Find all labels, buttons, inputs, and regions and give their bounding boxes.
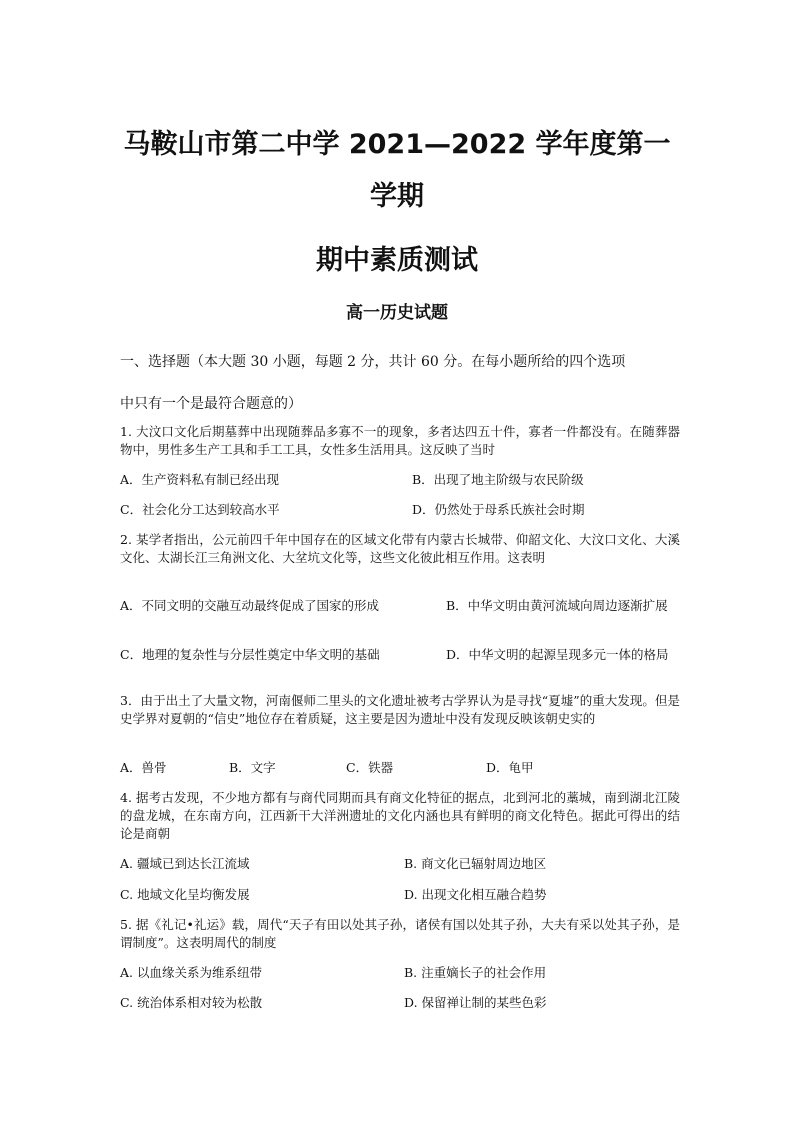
question-1-option-d: D．仍然处于母系氏族社会时期 <box>412 502 585 517</box>
question-2-stem: 2. 某学者指出，公元前四千年中国存在的区域文化带有内蒙古长城带、仰韶文化、大汶口文化、大溪文化、太湖长江三角洲文化、大坌坑文化等，这些文化彼此相互作用。这表明 <box>120 532 680 565</box>
question-1-option-a: A．生产资料私有制已经出现 <box>120 472 280 487</box>
question-1-option-c: C．社会化分工达到较高水平 <box>120 502 280 517</box>
exam-title-line-3: 期中素质测试 <box>316 245 478 276</box>
question-2-option-a: A．不同文明的交融互动最终促成了国家的形成 <box>120 598 380 613</box>
question-2-option-b: B．中华文明由黄河流域向周边逐渐扩展 <box>446 598 668 613</box>
question-2-option-d: D．中华文明的起源呈现多元一体的格局 <box>446 647 669 662</box>
question-1-stem: 1. 大汶口文化后期墓葬中出现随葬品多寡不一的现象，多者达四五十件，寡者一件都没有。在随葬器物中，男性多生产工具和手工工具，女性多生活用具。这反映了当时 <box>120 424 680 457</box>
question-5-option-a: A. 以血缘关系为维系纽带 <box>120 965 262 980</box>
question-5-option-b: B. 注重嫡长子的社会作用 <box>404 965 547 980</box>
question-1-option-b: B．出现了地主阶级与农民阶级 <box>412 472 584 487</box>
question-5-stem: 5. 据《礼记•礼运》载，周代“天子有田以处其子孙，诸侯有国以处其子孙，大夫有采以处其子孙，是谓制度”。这表明周代的制度 <box>120 917 680 950</box>
question-5-option-c: C. 统治体系相对较为松散 <box>120 995 263 1010</box>
question-4-option-b: B. 商文化已辐射周边地区 <box>404 856 547 871</box>
section-instructions-line-1: 一、选择题（本大题 30 小题，每题 2 分，共计 60 分。在每小题所给的四个选项 <box>120 354 626 370</box>
exam-title-line-2: 学期 <box>370 181 424 212</box>
question-4-option-d: D. 出现文化相互融合趋势 <box>404 887 547 902</box>
question-3-option-b: B．文字 <box>229 760 276 775</box>
question-5-option-d: D. 保留禅让制的某些色彩 <box>404 995 547 1010</box>
question-2-option-c: C．地理的复杂性与分层性奠定中华文明的基础 <box>120 647 380 662</box>
question-4-option-a: A. 疆域已到达长江流域 <box>120 856 250 871</box>
question-4-stem: 4. 据考古发现，不少地方都有与商代同期而具有商文化特征的据点，北到河北的藁城，南到湖北江陵的盘龙城，在东南方向，江西新干大洋洲遗址的文化内涵也具有鲜明的商文化特色。据此可得出的结论是商朝 <box>120 790 680 841</box>
question-4-option-c: C. 地域文化呈均衡发展 <box>120 887 250 902</box>
question-3-option-d: D．龟甲 <box>486 760 534 775</box>
exam-subtitle: 高一历史试题 <box>346 303 448 323</box>
question-3-option-c: C．铁器 <box>346 760 394 775</box>
question-3-stem: 3．由于出土了大量文物，河南偃师二里头的文化遗址被考古学界认为是寻找“夏墟”的重大发现。但是史学界对夏朝的“信史”地位存在着质疑，这主要是因为遗址中没有发现反映该朝史实的 <box>120 693 680 726</box>
exam-title-line-1: 马鞍山市第二中学 2021—2022 学年度第一 <box>123 129 671 160</box>
section-instructions-line-2: 中只有一个是最符合题意的） <box>120 396 302 412</box>
question-3-option-a: A．兽骨 <box>120 760 167 775</box>
